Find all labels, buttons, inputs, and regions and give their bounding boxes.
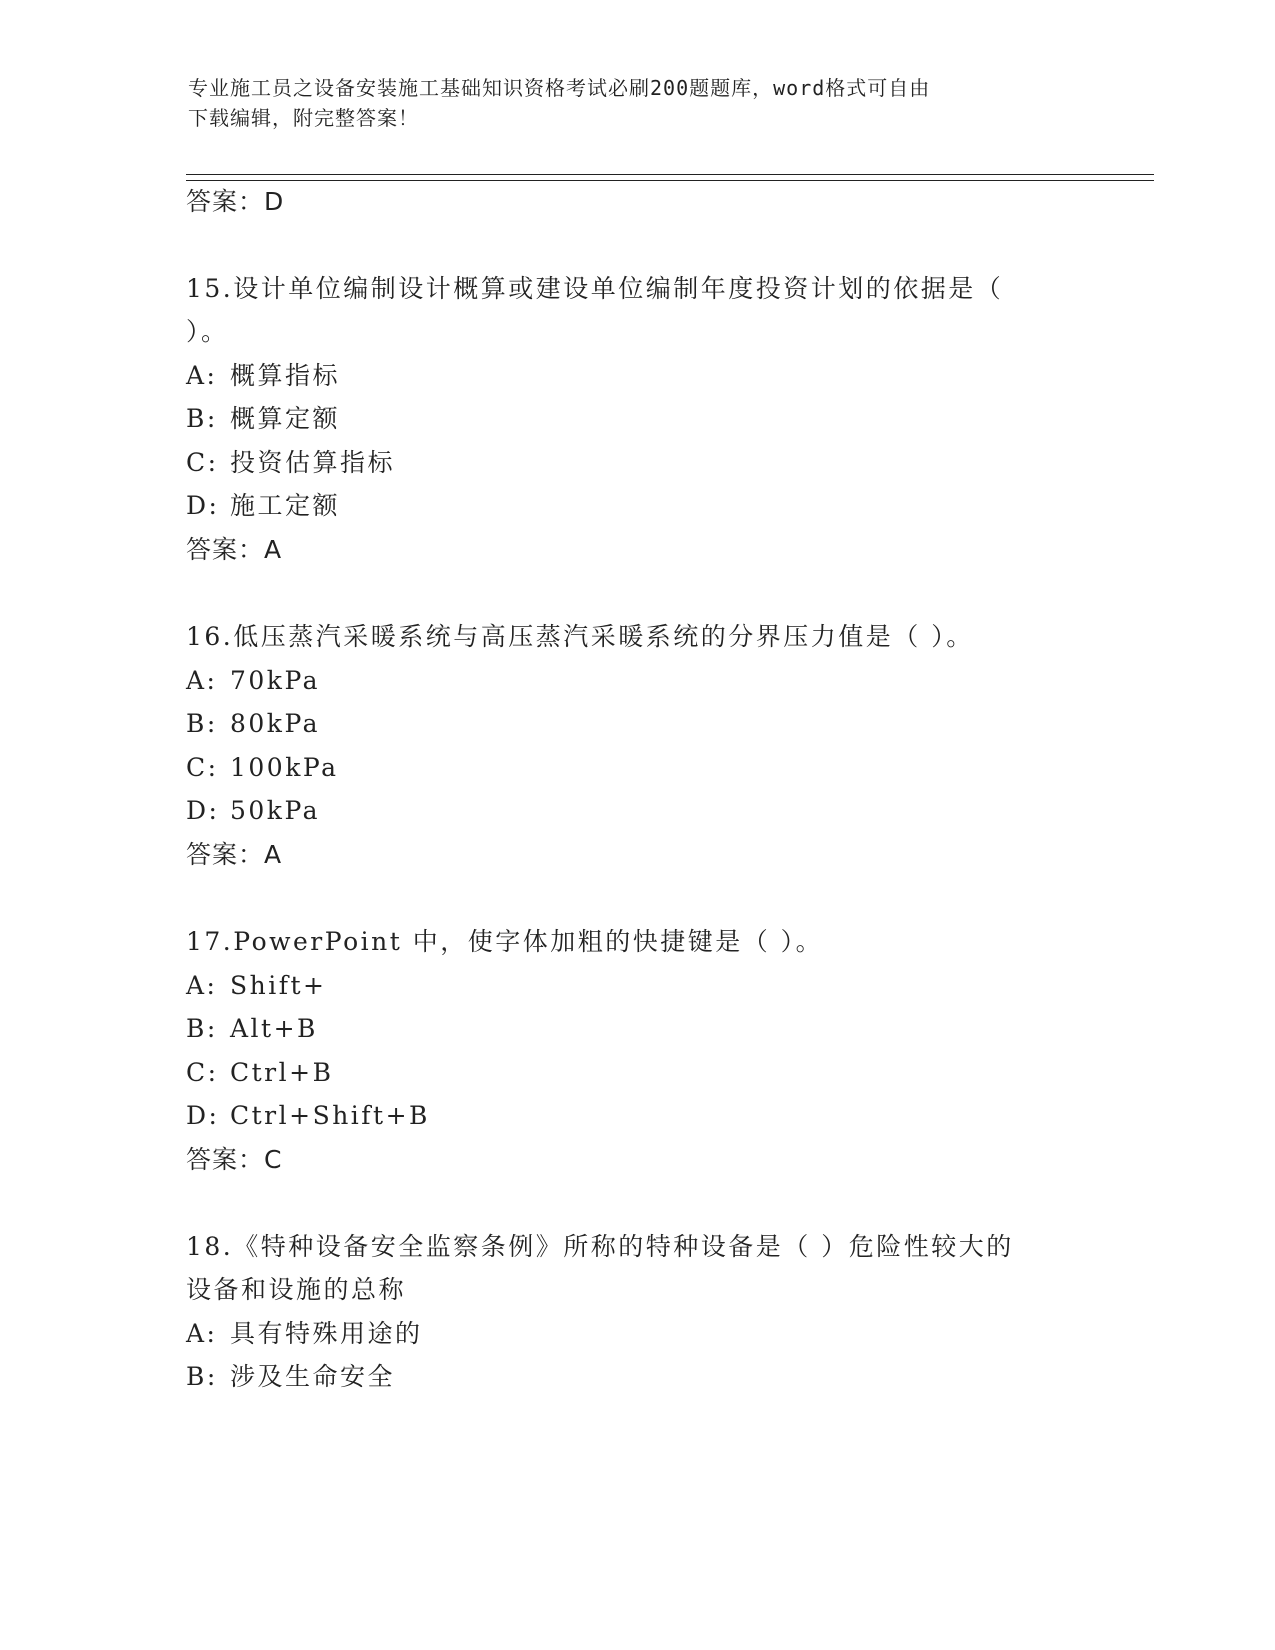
question-17-text: 17.PowerPoint 中，使字体加粗的快捷键是（ ）。	[186, 927, 824, 956]
option-label: A:	[186, 666, 218, 695]
option-text: Alt+B	[230, 1014, 318, 1043]
option-text: 涉及生命安全	[230, 1362, 396, 1391]
option-text: 概算定额	[230, 404, 341, 433]
option-text: 50kPa	[230, 796, 321, 825]
option-text: 概算指标	[230, 361, 341, 390]
question-17-option-d	[186, 1099, 430, 1133]
question-16-option-c	[186, 751, 338, 785]
option-label: B:	[186, 404, 218, 433]
option-label: D:	[186, 796, 220, 825]
question-17-option-c	[186, 1056, 333, 1090]
option-text: 70kPa	[230, 666, 321, 695]
question-17-option-b	[186, 1012, 318, 1046]
option-label: B:	[186, 1362, 218, 1391]
option-label: D:	[186, 1101, 220, 1130]
option-label: D:	[186, 491, 220, 520]
question-15-option-a	[186, 359, 340, 393]
option-text: Shift+	[230, 971, 327, 1000]
option-text: 80kPa	[230, 709, 321, 738]
question-15-option-d	[186, 489, 340, 523]
answer-previous: 答案：D	[186, 187, 285, 216]
question-15-answer: 答案：A	[186, 535, 283, 564]
question-16-option-a	[186, 664, 320, 698]
option-text: 施工定额	[230, 491, 341, 520]
question-16-option-d	[186, 794, 320, 828]
option-text: 投资估算指标	[230, 448, 396, 477]
option-text: 100kPa	[230, 753, 339, 782]
header-line-2: 下载编辑，附完整答案！	[188, 106, 419, 130]
question-16-text: 16.低压蒸汽采暖系统与高压蒸汽采暖系统的分界压力值是（ ）。	[186, 622, 974, 651]
option-label: C:	[186, 753, 219, 782]
question-15-option-c	[186, 446, 395, 480]
question-16-option-b	[186, 707, 320, 741]
option-label: B:	[186, 709, 218, 738]
header-line-1: 专业施工员之设备安装施工基础知识资格考试必刷200题题库，word格式可自由	[188, 76, 931, 100]
header-rule-bottom	[186, 180, 1154, 181]
question-18-text-cont: 设备和设施的总称	[186, 1275, 407, 1304]
question-15-option-b	[186, 402, 340, 436]
option-label: A:	[186, 361, 218, 390]
question-18-text: 18.《特种设备安全监察条例》所称的特种设备是（ ）危险性较大的	[186, 1232, 1014, 1261]
question-18-option-b	[186, 1360, 395, 1394]
header-rule-top	[186, 174, 1154, 175]
question-15-text: 15.设计单位编制设计概算或建设单位编制年度投资计划的依据是（	[186, 274, 1004, 303]
question-15-text-cont: ）。	[186, 317, 229, 346]
question-18-option-a	[186, 1317, 423, 1351]
option-label: B:	[186, 1014, 218, 1043]
option-text: Ctrl+B	[230, 1058, 334, 1087]
option-text: Ctrl+Shift+B	[230, 1101, 430, 1130]
question-17-answer: 答案：C	[186, 1145, 283, 1174]
option-label: A:	[186, 1319, 218, 1348]
option-text: 具有特殊用途的	[230, 1319, 423, 1348]
option-label: C:	[186, 1058, 219, 1087]
option-label: C:	[186, 448, 219, 477]
option-label: A:	[186, 971, 218, 1000]
question-17-option-a	[186, 969, 326, 1003]
question-16-answer: 答案：A	[186, 840, 283, 869]
